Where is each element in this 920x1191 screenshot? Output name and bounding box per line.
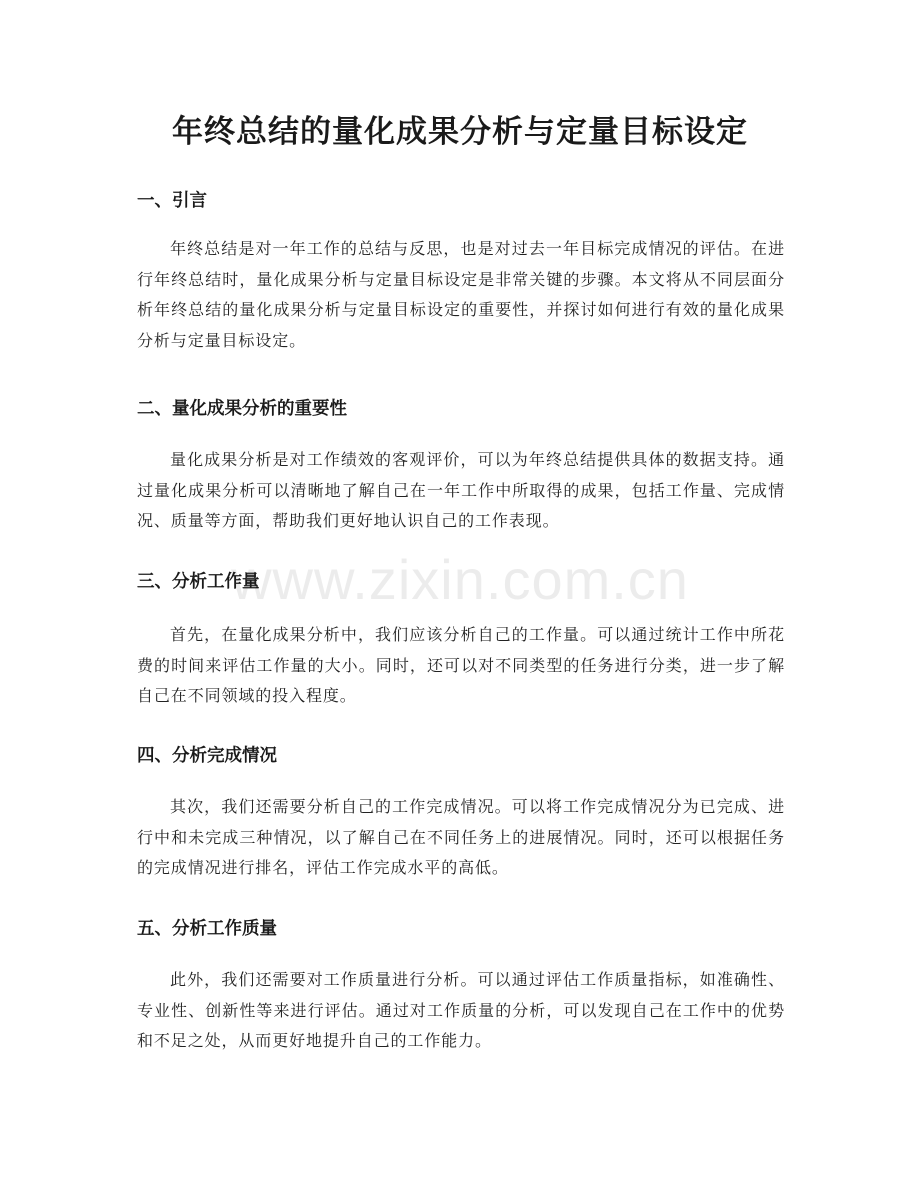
section-heading-workload: 三、分析工作量: [137, 572, 260, 592]
section-paragraph-quality: 此外，我们还需要对工作质量进行分析。可以通过评估工作质量指标，如准确性、专业性、创新性等来进行评估。通过对工作质量的分析，可以发现自己在工作中的优势和不足之处，从而更好地提升自己的工作能力。: [137, 970, 785, 1050]
watermark: www.zixin.com.cn: [231, 548, 689, 611]
section-heading-importance: 二、量化成果分析的重要性: [137, 399, 347, 419]
section-paragraph-importance: 量化成果分析是对工作绩效的客观评价，可以为年终总结提供具体的数据支持。通过量化成果分析可以清晰地了解自己在一年工作中所取得的成果，包括工作量、完成情况、质量等方面，帮助我们更好地认识自己的工作表现。: [137, 450, 785, 530]
section-heading-completion: 四、分析完成情况: [137, 746, 277, 766]
section-paragraph-completion: 其次，我们还需要分析自己的工作完成情况。可以将工作完成情况分为已完成、进行中和未完成三种情况，以了解自己在不同任务上的进展情况。同时，还可以根据任务的完成情况进行排名，评估工作完成水平的高低。: [137, 797, 785, 877]
section-paragraph-workload: 首先，在量化成果分析中，我们应该分析自己的工作量。可以通过统计工作中所花费的时间来评估工作量的大小。同时，还可以对不同类型的任务进行分类，进一步了解自己在不同领域的投入程度。: [137, 625, 785, 705]
page-title: 年终总结的量化成果分析与定量目标设定: [172, 114, 748, 150]
section-heading-quality: 五、分析工作质量: [137, 919, 277, 939]
section-heading-introduction: 一、引言: [137, 191, 207, 211]
section-paragraph-introduction: 年终总结是对一年工作的总结与反思，也是对过去一年目标完成情况的评估。在进行年终总结时，量化成果分析与定量目标设定是非常关键的步骤。本文将从不同层面分析年终总结的量化成果分析与定量目标设定的重要性，并探讨如何进行有效的量化成果分析与定量目标设定。: [137, 239, 785, 350]
